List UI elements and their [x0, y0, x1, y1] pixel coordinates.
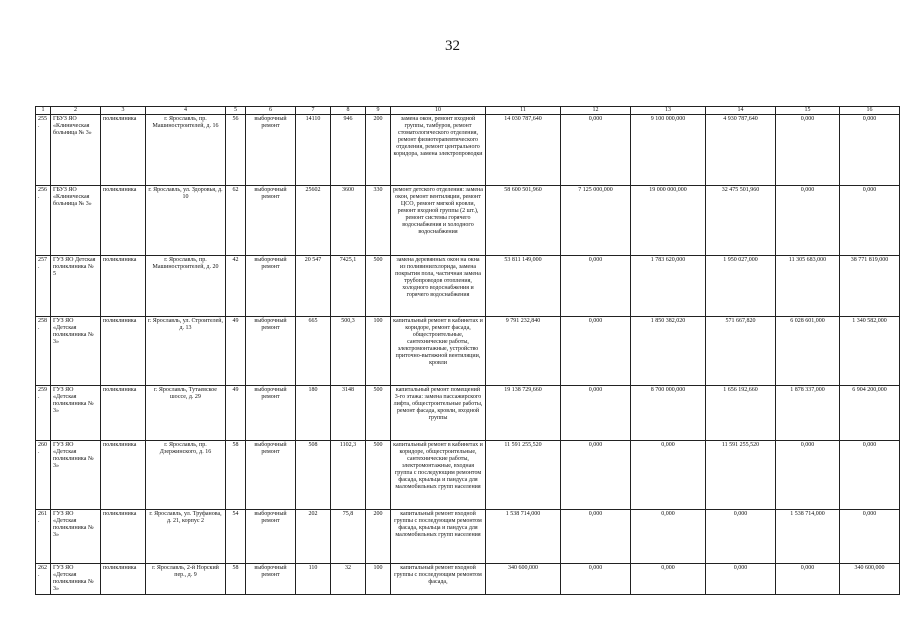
- address: г. Ярославль, пр. Дзержинского, д. 16: [146, 441, 226, 510]
- column-16-amount: 0,000: [840, 441, 900, 510]
- column-header: 3: [101, 107, 146, 115]
- column-13-amount: 9 100 000,000: [631, 115, 706, 186]
- column-7-value: 14110: [296, 115, 331, 186]
- table-row: [36, 186, 900, 256]
- repair-kind: выборочный ремонт: [246, 510, 296, 564]
- facility-type: поликлиника: [101, 386, 146, 441]
- row-number: 260.: [36, 441, 51, 510]
- column-12-amount: 0,000: [561, 386, 631, 441]
- row-number: 257.: [36, 256, 51, 317]
- address: г. Ярославль, ул. Здоровья, д. 10: [146, 186, 226, 256]
- repair-kind: выборочный ремонт: [246, 441, 296, 510]
- column-12-amount: 0,000: [561, 441, 631, 510]
- organization-name: ГУЗ ЯО «Детская поликлиника № 3»: [51, 564, 101, 595]
- organization-name: ГБУЗ ЯО «Клиническая больница № 3»: [51, 186, 101, 256]
- column-14-amount: 32 475 501,960: [706, 186, 776, 256]
- column-9-value: 330: [366, 186, 391, 256]
- column-14-amount: 571 667,820: [706, 317, 776, 386]
- column-11-amount: 340 600,000: [486, 564, 561, 595]
- column-5-value: 56: [226, 115, 246, 186]
- facility-type: поликлиника: [101, 186, 146, 256]
- column-15-amount: 1 538 714,000: [776, 510, 840, 564]
- facility-type: поликлиника: [101, 256, 146, 317]
- column-header: 4: [146, 107, 226, 115]
- column-12-amount: 0,000: [561, 256, 631, 317]
- column-13-amount: 1 783 620,000: [631, 256, 706, 317]
- column-header: 12: [561, 107, 631, 115]
- column-15-amount: 1 878 337,000: [776, 386, 840, 441]
- page-number: 32: [445, 38, 460, 54]
- column-7-value: 20 547: [296, 256, 331, 317]
- column-16-amount: 6 904 200,000: [840, 386, 900, 441]
- column-16-amount: 1 340 582,000: [840, 317, 900, 386]
- column-8-value: 1102,3: [331, 441, 366, 510]
- column-13-amount: 19 000 000,000: [631, 186, 706, 256]
- column-header: 1: [36, 107, 51, 115]
- column-9-value: 100: [366, 317, 391, 386]
- column-9-value: 200: [366, 115, 391, 186]
- column-header: 16: [840, 107, 900, 115]
- works-description: замена деревянных окон на окна из поливинилхлорида, замена покрытия пола, частичная замена трубопроводов отопления, холодного водоснабжения и горячего водоснабжения: [391, 256, 486, 317]
- address: г. Ярославль, Тутаевское шоссе, д. 29: [146, 386, 226, 441]
- row-number: 256.: [36, 186, 51, 256]
- repair-kind: выборочный ремонт: [246, 564, 296, 595]
- column-11-amount: 11 591 255,520: [486, 441, 561, 510]
- column-8-value: 75,8: [331, 510, 366, 564]
- column-8-value: 500,3: [331, 317, 366, 386]
- address: г. Ярославль, ул. Труфанова, д. 21, корпус 2: [146, 510, 226, 564]
- column-13-amount: 1 850 382,020: [631, 317, 706, 386]
- works-description: капитальный ремонт в кабинетах и коридоре, ремонт фасада, общестроительные, сантехнические работы, электромонтажные, устройство приточно-вытяжной вентиляции, кровли: [391, 317, 486, 386]
- column-5-value: 62: [226, 186, 246, 256]
- organization-name: ГУЗ ЯО «Детская поликлиника № 3»: [51, 317, 101, 386]
- column-header: 10: [391, 107, 486, 115]
- row-number: 258.: [36, 317, 51, 386]
- works-description: капитальный ремонт входной группы с последующим ремонтом фасада, крыльца и пандуса для маломобильных групп населения: [391, 510, 486, 564]
- column-number-row: [36, 107, 900, 115]
- address: г. Ярославль, ул. Строителей, д. 13: [146, 317, 226, 386]
- column-7-value: 508: [296, 441, 331, 510]
- column-14-amount: 0,000: [706, 564, 776, 595]
- works-description: ремонт детского отделения: замена окон, ремонт вентиляции, ремонт ЦСО, ремонт мягкой кровли, ремонт входной группы (2 шт.), ремонт системы горячего водоснабжения и холодного водоснабжения: [391, 186, 486, 256]
- column-13-amount: 0,000: [631, 564, 706, 595]
- repair-kind: выборочный ремонт: [246, 256, 296, 317]
- column-11-amount: 9 791 232,840: [486, 317, 561, 386]
- column-11-amount: 19 138 729,660: [486, 386, 561, 441]
- organization-name: ГБУЗ ЯО «Клиническая больница № 3»: [51, 115, 101, 186]
- column-15-amount: 0,000: [776, 564, 840, 595]
- column-7-value: 202: [296, 510, 331, 564]
- column-9-value: 500: [366, 256, 391, 317]
- address: г. Ярославль, 2-й Норский пер., д. 9: [146, 564, 226, 595]
- column-13-amount: 0,000: [631, 510, 706, 564]
- table-row: [36, 256, 900, 317]
- column-9-value: 100: [366, 564, 391, 595]
- column-12-amount: 0,000: [561, 564, 631, 595]
- column-12-amount: 0,000: [561, 317, 631, 386]
- works-description: капитальный ремонт входной группы с последующим ремонтом фасада,: [391, 564, 486, 595]
- column-5-value: 42: [226, 256, 246, 317]
- column-15-amount: 11 305 683,000: [776, 256, 840, 317]
- column-15-amount: 0,000: [776, 441, 840, 510]
- organization-name: ГУЗ ЯО «Детская поликлиника № 3»: [51, 441, 101, 510]
- table-row: [36, 510, 900, 564]
- column-8-value: 3600: [331, 186, 366, 256]
- row-number: 262.: [36, 564, 51, 595]
- repair-kind: выборочный ремонт: [246, 317, 296, 386]
- column-13-amount: 0,000: [631, 441, 706, 510]
- column-14-amount: 11 591 255,520: [706, 441, 776, 510]
- column-11-amount: 1 538 714,000: [486, 510, 561, 564]
- table-row: [36, 441, 900, 510]
- facility-type: поликлиника: [101, 317, 146, 386]
- column-7-value: 110: [296, 564, 331, 595]
- column-header: 7: [296, 107, 331, 115]
- column-header: 9: [366, 107, 391, 115]
- column-14-amount: 4 930 787,640: [706, 115, 776, 186]
- column-5-value: 58: [226, 564, 246, 595]
- column-8-value: 7425,1: [331, 256, 366, 317]
- column-11-amount: 58 600 501,960: [486, 186, 561, 256]
- column-header: 5: [226, 107, 246, 115]
- column-15-amount: 0,000: [776, 115, 840, 186]
- row-number: 259.: [36, 386, 51, 441]
- repair-kind: выборочный ремонт: [246, 386, 296, 441]
- column-15-amount: 0,000: [776, 186, 840, 256]
- column-12-amount: 0,000: [561, 510, 631, 564]
- organization-name: ГУЗ ЯО «Детская поликлиника № 3»: [51, 510, 101, 564]
- column-header: 11: [486, 107, 561, 115]
- table-row: [36, 115, 900, 186]
- column-header: 15: [776, 107, 840, 115]
- column-8-value: 32: [331, 564, 366, 595]
- column-5-value: 49: [226, 386, 246, 441]
- column-13-amount: 8 700 000,000: [631, 386, 706, 441]
- repair-kind: выборочный ремонт: [246, 186, 296, 256]
- column-16-amount: 340 600,000: [840, 564, 900, 595]
- organization-name: ГУЗ ЯО Детская поликлиника № 5: [51, 256, 101, 317]
- column-11-amount: 14 030 787,640: [486, 115, 561, 186]
- column-7-value: 180: [296, 386, 331, 441]
- repair-kind: выборочный ремонт: [246, 115, 296, 186]
- column-header: 14: [706, 107, 776, 115]
- column-header: 6: [246, 107, 296, 115]
- works-description: капитальный ремонт в кабинетах и коридоре, общестроительные, сантехнические работы, электромонтажные, входная группа с последующим ремонтом фасада, крыльца и пандуса для маломобильных групп населения: [391, 441, 486, 510]
- works-description: замена окон, ремонт входной группы, тамбуров, ремонт стоматологического отделения, ремонт физиотерапевтического отделения, ремонт центрального коридора, замена электропроводки: [391, 115, 486, 186]
- repair-program-table: [35, 106, 900, 595]
- column-7-value: 665: [296, 317, 331, 386]
- column-8-value: 946: [331, 115, 366, 186]
- column-8-value: 3148: [331, 386, 366, 441]
- row-number: 255.: [36, 115, 51, 186]
- table-row: [36, 317, 900, 386]
- works-description: капитальный ремонт помещений 3-го этажа: замена пассажирского лифта, общестроительные работы, ремонт фасада, кровли, входной группы: [391, 386, 486, 441]
- column-7-value: 25602: [296, 186, 331, 256]
- column-16-amount: 0,000: [840, 115, 900, 186]
- table-row: [36, 564, 900, 595]
- column-15-amount: 6 028 601,000: [776, 317, 840, 386]
- column-header: 8: [331, 107, 366, 115]
- row-number: 261.: [36, 510, 51, 564]
- column-5-value: 58: [226, 441, 246, 510]
- organization-name: ГУЗ ЯО «Детская поликлиника № 3»: [51, 386, 101, 441]
- column-16-amount: 38 771 819,000: [840, 256, 900, 317]
- column-12-amount: 7 125 000,000: [561, 186, 631, 256]
- facility-type: поликлиника: [101, 115, 146, 186]
- facility-type: поликлиника: [101, 564, 146, 595]
- address: г. Ярославль, пр. Машиностроителей, д. 20: [146, 256, 226, 317]
- column-header: 13: [631, 107, 706, 115]
- column-9-value: 500: [366, 386, 391, 441]
- column-header: 2: [51, 107, 101, 115]
- facility-type: поликлиника: [101, 441, 146, 510]
- column-16-amount: 0,000: [840, 510, 900, 564]
- column-12-amount: 0,000: [561, 115, 631, 186]
- address: г. Ярославль, пр. Машиностроителей, д. 16: [146, 115, 226, 186]
- column-14-amount: 1 656 192,660: [706, 386, 776, 441]
- column-14-amount: 0,000: [706, 510, 776, 564]
- column-16-amount: 0,000: [840, 186, 900, 256]
- column-9-value: 500: [366, 441, 391, 510]
- column-5-value: 49: [226, 317, 246, 386]
- facility-type: поликлиника: [101, 510, 146, 564]
- column-14-amount: 1 950 027,000: [706, 256, 776, 317]
- column-11-amount: 53 811 149,000: [486, 256, 561, 317]
- column-5-value: 54: [226, 510, 246, 564]
- table-row: [36, 386, 900, 441]
- column-9-value: 200: [366, 510, 391, 564]
